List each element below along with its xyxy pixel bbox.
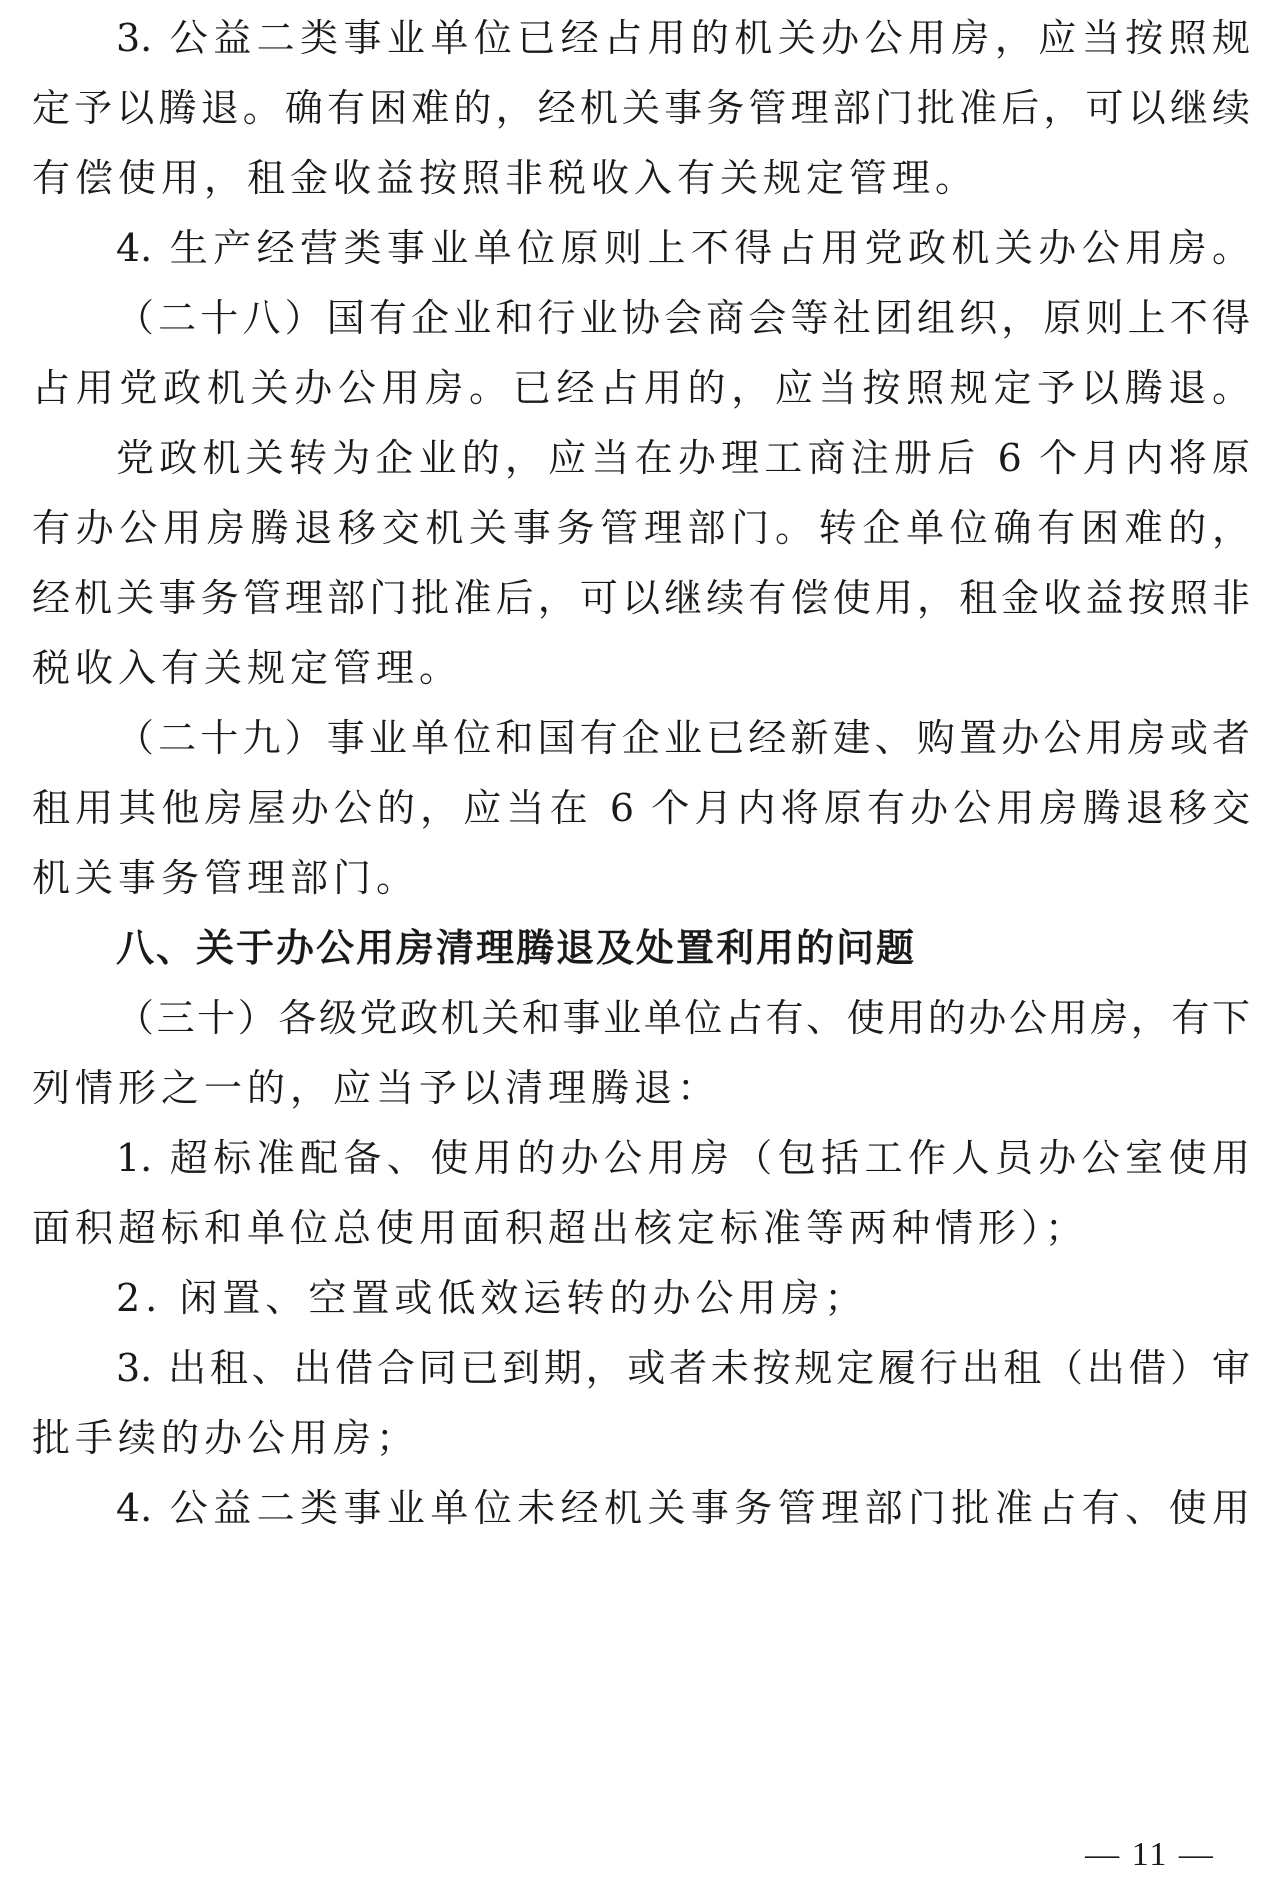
text-line: 定予以腾退。确有困难的，经机关事务管理部门批准后，可以继续	[32, 86, 1250, 130]
text-line: 党政机关转为企业的，应当在办理工商注册后 6 个月内将原	[116, 436, 1250, 480]
text-line: 2. 闲置、空置或低效运转的办公用房；	[116, 1276, 868, 1320]
text-line: 税收入有关规定管理。	[32, 646, 463, 690]
text-line: 4. 公益二类事业单位未经机关事务管理部门批准占有、使用	[116, 1486, 1250, 1530]
text-line: 列情形之一的，应当予以清理腾退：	[32, 1066, 721, 1110]
section-heading: 八、关于办公用房清理腾退及处置利用的问题	[116, 926, 917, 970]
page-number: — 11 —	[1085, 1836, 1215, 1873]
text-line: 有办公用房腾退移交机关事务管理部门。转企单位确有困难的，	[32, 506, 1250, 550]
text-line: 4. 生产经营类事业单位原则上不得占用党政机关办公用房。	[116, 226, 1250, 270]
text-line: （二十八）国有企业和行业协会商会等社团组织，原则上不得	[116, 296, 1250, 340]
text-line: 有偿使用，租金收益按照非税收入有关规定管理。	[32, 156, 979, 200]
text-line: 机关事务管理部门。	[32, 856, 420, 900]
text-line: 1. 超标准配备、使用的办公用房（包括工作人员办公室使用	[116, 1136, 1250, 1180]
text-line: （三十）各级党政机关和事业单位占有、使用的办公用房，有下	[116, 996, 1250, 1040]
text-line: 批手续的办公用房；	[32, 1416, 420, 1460]
text-line: （二十九）事业单位和国有企业已经新建、购置办公用房或者	[116, 716, 1250, 760]
text-line: 经机关事务管理部门批准后，可以继续有偿使用，租金收益按照非	[32, 576, 1250, 620]
text-line: 面积超标和单位总使用面积超出核定标准等两种情形）；	[32, 1206, 1089, 1250]
text-line: 3. 出租、出借合同已到期，或者未按规定履行出租（出借）审	[116, 1346, 1250, 1390]
text-line: 3. 公益二类事业单位已经占用的机关办公用房，应当按照规	[116, 16, 1250, 60]
text-line: 租用其他房屋办公的，应当在 6 个月内将原有办公用房腾退移交	[32, 786, 1250, 830]
text-line: 占用党政机关办公用房。已经占用的，应当按照规定予以腾退。	[32, 366, 1250, 410]
